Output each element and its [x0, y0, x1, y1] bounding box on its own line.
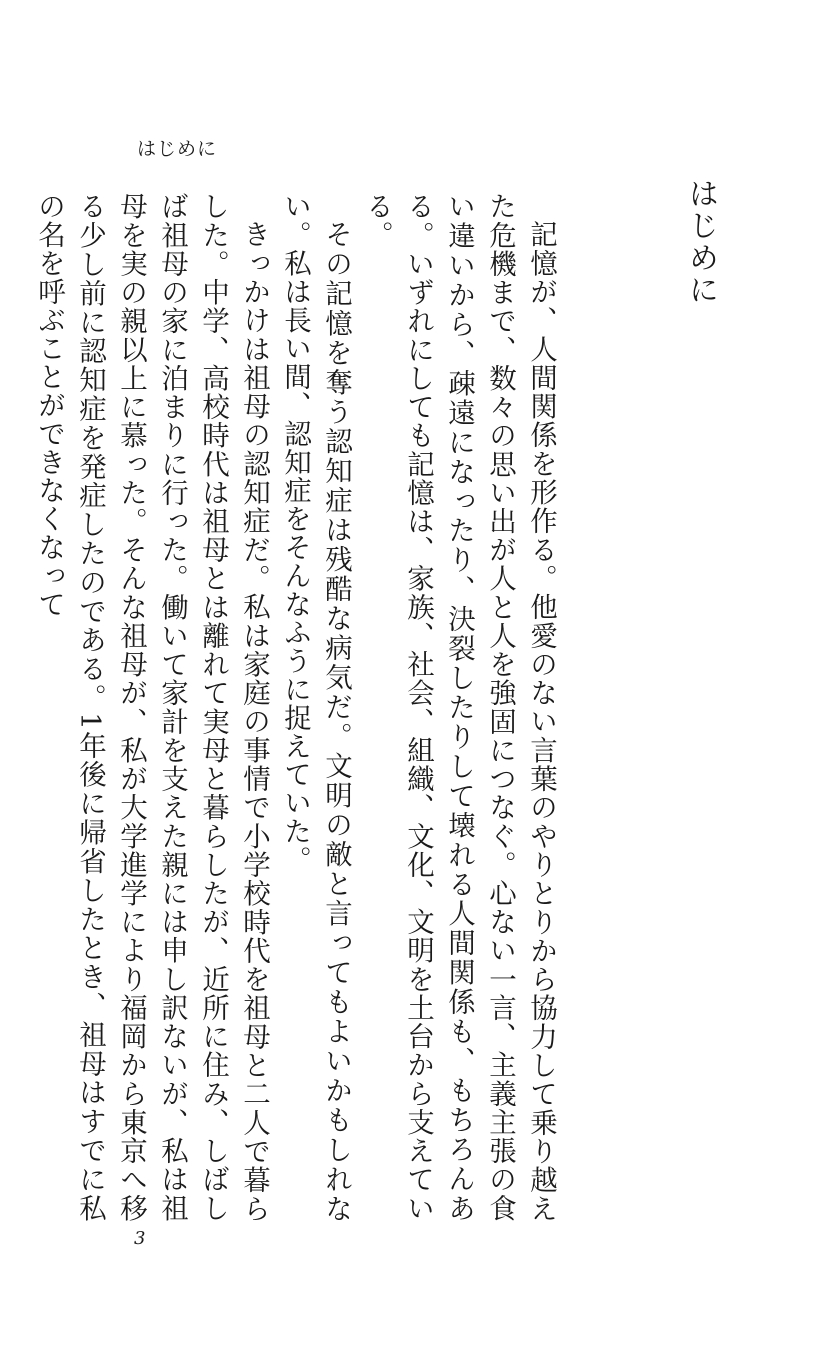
- paragraph: 記憶が、人間関係を形作る。他愛のない言葉のやりとりから協力して乗り越えた危機まで、数々の思い出が人と人を強固につなぐ。心ない一言、主義主張の食い違いから、疎遠になったり、決裂したりして壊れる人間関係も、もちろんある。いずれにしても記憶は、家族、社会、組織、文化、文明を土台から支えている。: [361, 192, 557, 1222]
- page-number: 3: [134, 1228, 146, 1249]
- paragraph: その記憶を奪う認知症は残酷な病気だ。文明の敵と言ってもよいかもしれない。私は長い間、認知症をそんなふうに捉えていた。: [279, 192, 352, 1222]
- chapter-title: はじめに: [683, 178, 718, 306]
- paragraph: きっかけは祖母の認知症だ。私は家庭の事情で小学校時代を祖母と二人で暮らした。中学、高校時代は祖母とは離れて実母と暮らしたが、近所に住み、しばしば祖母の家に泊まりに行った。働いて家計を支えた親には申し訳ないが、私は祖母を実の親以上に慕った。そんな祖母が、私が大学進学により福岡から東京へ移る少し前に認知症を発症したのである。1年後に帰省したとき、祖母はすでに私の名を呼ぶことができなくなって: [33, 192, 270, 1222]
- running-head: はじめに: [137, 138, 218, 160]
- body-text: [28, 192, 561, 1222]
